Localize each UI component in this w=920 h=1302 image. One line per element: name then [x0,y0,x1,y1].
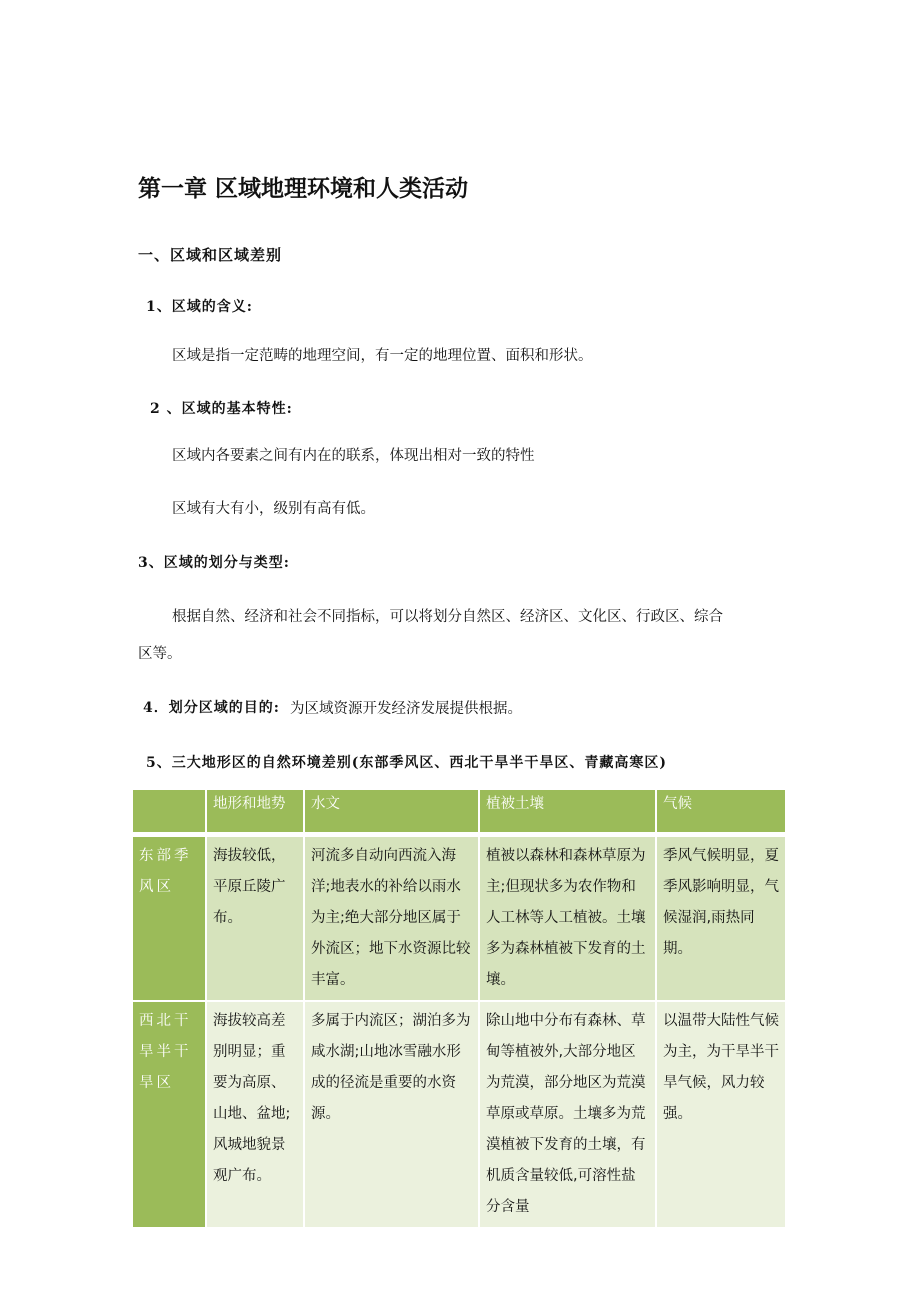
table-cell: 季风气候明显，夏季风影响明显，气候湿润,雨热同期。 [656,835,786,1002]
header-cell: 水文 [304,789,479,835]
row-header: 西北干旱半干旱区 [132,1001,206,1228]
item-para: 区域有大有小，级别有高有低。 [172,501,375,517]
table-cell: 多属于内流区；湖泊多为咸水湖;山地冰雪融水形成的径流是重要的水资源。 [304,1001,479,1228]
header-cell: 植被土壤 [479,789,656,835]
section-heading: 一、区域和区域差别 [138,246,283,264]
item-heading-1: 1、区域的含义: [146,299,253,315]
table-cell: 海拔较低，平原丘陵广布。 [206,835,304,1002]
item-heading-3: 3、区域的划分与类型: [138,555,290,571]
table-cell: 河流多自动向西流入海洋;地表水的补给以雨水为主;绝大部分地区属于外流区；地下水资源比较丰富。 [304,835,479,1002]
chapter-title: 第一章 区域地理环境和人类活动 [138,176,469,202]
header-cell: 气候 [656,789,786,835]
header-cell: 地形和地势 [206,789,304,835]
table-cell: 海拔较高差别明显；重要为高原、山地、盆地;风城地貌景观广布。 [206,1001,304,1228]
item-para: 区域是指一定范畴的地理空间，有一定的地理位置、面积和形状。 [172,348,593,364]
table-row [132,835,786,1002]
item-para: 为区域资源开发经济发展提供根据。 [290,701,522,717]
table-cell: 除山地中分布有森林、草甸等植被外,大部分地区为荒漠，部分地区为荒漠草原或草原。土壤多为荒漠植被下发育的土壤，有机质含量较低,可溶性盐分含量 [479,1001,656,1228]
item-para: 区域内各要素之间有内在的联系，体现出相对一致的特性 [172,448,535,464]
item-heading-2: 2 、区域的基本特性: [150,401,293,417]
item-heading-4: 4．划分区域的目的: [143,700,280,716]
item-heading-5: 5、三大地形区的自然环境差别(东部季风区、西北干旱半干旱区、青藏高寒区) [146,755,667,771]
row-header: 东部季风区 [132,835,206,1002]
region-comparison-table [131,788,787,1229]
header-cell [132,789,206,835]
item-para: 区等。 [138,646,182,662]
table-row [132,1001,786,1228]
item-para: 根据自然、经济和社会不同指标，可以将划分自然区、经济区、文化区、行政区、综合 [172,609,723,625]
table-cell: 植被以森林和森林草原为主;但现状多为农作物和人工林等人工植被。土壤多为森林植被下发育的土壤。 [479,835,656,1002]
table-cell: 以温带大陆性气候为主，为干旱半干旱气候，风力较强。 [656,1001,786,1228]
table-header-row [132,789,786,835]
